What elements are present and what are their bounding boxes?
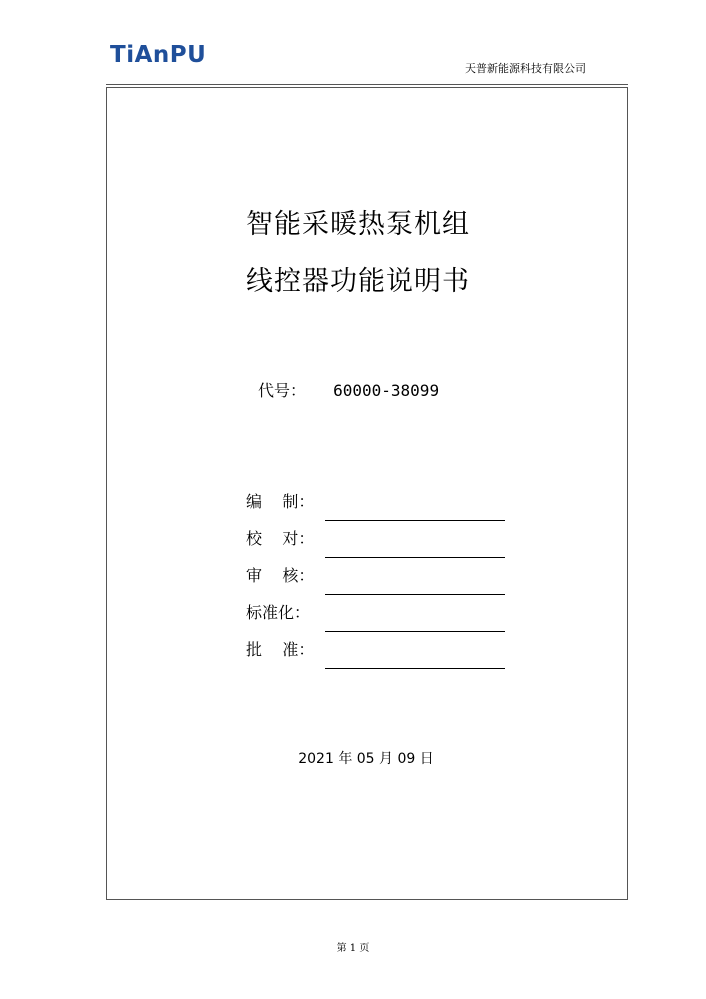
signoff-label-standardize: 标准化：: [246, 603, 311, 622]
document-code-value: 60000-38099: [333, 381, 440, 400]
signoff-label-approve: 批 准：: [246, 640, 315, 659]
signoff-line-compile: [325, 520, 505, 521]
document-code-label: 代号：: [258, 381, 307, 400]
signoff-label-compile: 编 制：: [246, 492, 315, 511]
company-logo: TiAnPU: [110, 42, 207, 68]
signoff-label-proofread: 校 对：: [246, 529, 315, 548]
signoff-line-proofread: [325, 557, 505, 558]
header-divider: [106, 84, 628, 85]
page-number: 第 1 页: [336, 943, 370, 954]
company-name: 天普新能源科技有限公司: [465, 62, 586, 75]
signoff-label-review: 审 核：: [246, 566, 315, 585]
document-date: 2021 年 05 月 09 日: [298, 751, 434, 767]
signoff-line-approve: [325, 668, 505, 669]
document-code: [258, 383, 439, 399]
document-title-line-1: 智能采暖热泵机组: [246, 209, 470, 240]
document-title-line-2: 线控器功能说明书: [246, 266, 470, 297]
signoff-line-review: [325, 594, 505, 595]
signoff-line-standardize: [325, 631, 505, 632]
